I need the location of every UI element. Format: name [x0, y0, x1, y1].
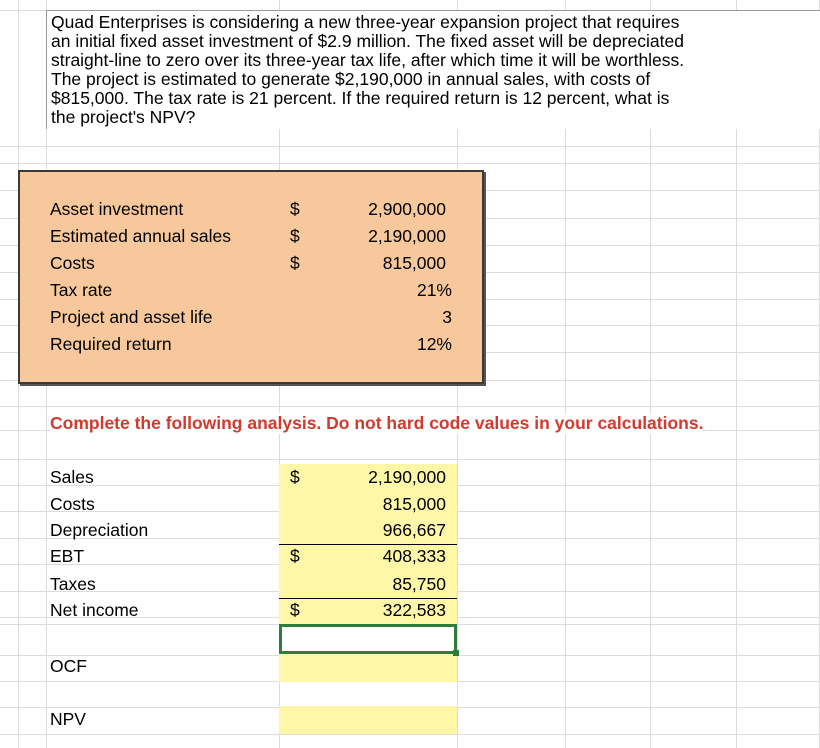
grid-row-line: [0, 146, 820, 147]
analysis-currency: $: [290, 600, 300, 620]
analysis-value-ebt[interactable]: 408,333: [382, 546, 446, 566]
fill-handle[interactable]: [453, 650, 459, 656]
analysis-label-costs: Costs: [50, 494, 95, 514]
question-line: an initial fixed asset investment of $2.9 million. The fixed asset will be depreciated: [51, 31, 684, 51]
analysis-label-depreciation: Depreciation: [50, 520, 149, 540]
input-value-costs[interactable]: 815,000: [382, 253, 446, 273]
analysis-label-sales: Sales: [50, 467, 94, 487]
input-value-tax-rate[interactable]: 21%: [416, 280, 452, 300]
question-line: straight-line to zero over its three-year tax life, after which time it will be worthless.: [51, 50, 685, 70]
analysis-value-depreciation[interactable]: 966,667: [382, 520, 446, 540]
grid-row-line: [0, 459, 820, 460]
subtotal-underline: [279, 598, 457, 599]
analysis-label-net-income: Net income: [50, 600, 139, 620]
input-label-asset-investment: Asset investment: [50, 199, 184, 219]
question-line: The project is estimated to generate $2,190,000 in annual sales, with costs of: [51, 69, 651, 89]
input-currency: $: [290, 253, 300, 273]
input-currency: $: [290, 226, 300, 246]
instruction-text: Complete the following analysis. Do not hard code values in your calculations.: [50, 413, 704, 433]
input-value-project-life[interactable]: 3: [442, 307, 452, 327]
input-label-required-return: Required return: [50, 334, 172, 354]
input-value-required-return[interactable]: 12%: [416, 334, 452, 354]
grid-row-line: [0, 406, 820, 407]
analysis-value-net-income[interactable]: 322,583: [382, 600, 446, 620]
input-value-annual-sales[interactable]: 2,190,000: [368, 226, 446, 246]
input-label-costs: Costs: [50, 253, 95, 273]
input-label-annual-sales: Estimated annual sales: [50, 226, 231, 246]
grid-row-line: [0, 163, 820, 164]
subtotal-underline: [279, 544, 457, 545]
question-line: the project's NPV?: [51, 107, 196, 127]
selected-cell[interactable]: [279, 624, 457, 654]
question-text: [46, 10, 820, 129]
npv-cell[interactable]: [279, 706, 457, 734]
input-value-asset-investment[interactable]: 2,900,000: [368, 199, 446, 219]
question-line: $815,000. The tax rate is 21 percent. If the required return is 12 percent, what is: [51, 88, 670, 108]
question-line: Quad Enterprises is considering a new three-year expansion project that requires: [51, 12, 680, 32]
analysis-currency: $: [290, 546, 300, 566]
input-label-tax-rate: Tax rate: [50, 280, 113, 300]
npv-label: NPV: [50, 709, 86, 729]
grid-row-line: [0, 734, 820, 735]
ocf-cell[interactable]: [279, 654, 457, 682]
analysis-value-sales[interactable]: 2,190,000: [368, 467, 446, 487]
analysis-value-costs[interactable]: 815,000: [382, 494, 446, 514]
analysis-currency: $: [290, 467, 300, 487]
ocf-label: OCF: [50, 656, 87, 676]
analysis-value-taxes[interactable]: 85,750: [392, 574, 446, 594]
analysis-label-ebt: EBT: [50, 546, 85, 566]
input-currency: $: [290, 199, 300, 219]
input-label-project-life: Project and asset life: [50, 307, 213, 327]
analysis-label-taxes: Taxes: [50, 574, 96, 594]
